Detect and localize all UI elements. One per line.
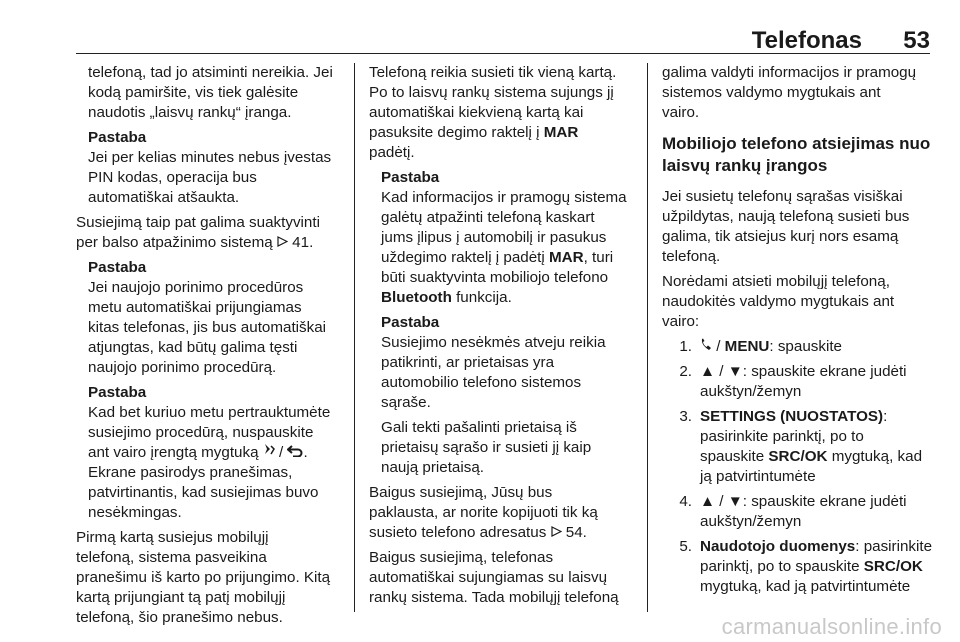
text-line: parinktį, po to spauskite: [700, 558, 860, 575]
text-line: automatiškai sujungiamas su laisvų: [369, 569, 608, 586]
text-line: kitas telefonas, jis bus automatiškai: [88, 319, 327, 336]
down-arrow-icon: ▼: [727, 363, 743, 380]
src-ok-button-label: SRC/OK: [768, 448, 828, 465]
user-data-label: Naudotojo duomenys: [700, 538, 856, 555]
text-line: automobilio telefono sistemos: [381, 374, 582, 391]
text-line: kartą prijungiant tą patį mobilųjį: [76, 589, 286, 606]
note-block: [369, 313, 645, 478]
step-1: 1. / MENU: spauskite: [662, 337, 934, 357]
paragraph: [76, 528, 348, 628]
column-divider-2: [647, 63, 648, 612]
step-2: 2. ▲ / ▼: spauskite ekrane judėti aukštyn/žemyn: [662, 362, 934, 402]
text-line: automatiškai kiekvieną kartą kai: [369, 104, 584, 121]
text-line: jums įlipus į automobilį ir pasukus: [381, 229, 607, 246]
text-line: Pirmą kartą susiejus mobilųjį: [76, 529, 269, 546]
text-line: galėtų atpažinti telefoną kaskart: [381, 209, 595, 226]
text-line: Norėdami atsieti mobilųjį telefoną,: [662, 273, 890, 290]
text-line: sistemos valdymo mygtukais ant: [662, 84, 881, 101]
text-line: būti suaktyvinta mobiliojo telefono: [381, 269, 609, 286]
note-title: Pastaba: [88, 384, 147, 401]
src-ok-button-label: SRC/OK: [863, 558, 923, 575]
text-line: patikrinti, ar prietaisas yra: [381, 354, 555, 371]
text-line: užpildytas, naują telefoną susieti bus: [662, 208, 910, 225]
page-reference-icon: [277, 233, 288, 253]
step-number: 4.: [679, 493, 692, 510]
text-line: uždegimo raktelį į padėtį: [381, 249, 545, 266]
step-4: 4. ▲ / ▼: spauskite ekrane judėti aukštyn/žemyn: [662, 492, 934, 532]
column-divider-1: [354, 63, 355, 612]
step-3: [662, 407, 934, 487]
text-line: sąraše.: [381, 394, 431, 411]
text-line: kodą pamiršite, vis tiek galėsite: [88, 84, 299, 101]
text-line: PIN kodas, operacija bus: [88, 169, 257, 186]
text-line: mygtuką, kad ją patvirtintumėte: [700, 578, 911, 595]
menu-button-label: MENU: [724, 338, 770, 355]
text-line: aukštyn/žemyn: [700, 513, 802, 530]
text-line: prietaisų sąrašo ir susieti jį kaip: [381, 439, 592, 456]
text-line: : spauskite ekrane judėti: [742, 493, 907, 510]
text-line: automatiškai atšaukta.: [88, 189, 240, 206]
text-line: telefoną.: [662, 248, 721, 265]
text-line: per balso atpažinimo sistemą: [76, 234, 273, 251]
text-line: Baigus susiejimą, telefonas: [369, 549, 554, 566]
header-rule: [76, 53, 930, 54]
note-block: [76, 128, 348, 208]
back-arrow-icon: [287, 443, 303, 463]
text-line: galima, tik atsiejus kurį nors esamą: [662, 228, 899, 245]
text-line: pranešimu iš karto po prijungimo. Kitą: [76, 569, 331, 586]
text-line: : pasirinkite: [855, 538, 933, 555]
text-line: aukštyn/žemyn: [700, 383, 802, 400]
note-block: [76, 258, 348, 378]
text-line: rankų sistema. Tada mobilųjį telefoną: [369, 589, 619, 606]
text-line: naujojo porinimo procedūrą.: [88, 359, 277, 376]
text-line: vairo.: [662, 104, 700, 121]
text-line: Gali tekti pašalinti prietaisą iš: [381, 419, 577, 436]
watermark: carmanualsonline.info: [721, 614, 942, 639]
paragraph: [76, 63, 348, 123]
note-title: Pastaba: [88, 129, 147, 146]
paragraph: [662, 272, 934, 332]
page-number: 53: [903, 27, 930, 54]
text-line: Susiejimo nesėkmės atveju reikia: [381, 334, 606, 351]
page-reference-link[interactable]: 54.: [565, 524, 587, 541]
column-3: [662, 63, 934, 597]
text-line: pasirinkite parinktį, po to: [700, 428, 864, 445]
text-line: naudokitės valdymo mygtukais ant: [662, 293, 895, 310]
note-block: [369, 168, 645, 308]
text-line: ją patvirtintumėte: [700, 468, 816, 485]
up-arrow-icon: ▲: [700, 363, 716, 380]
text-line: : spauskite: [769, 338, 842, 355]
note-block: Pastaba Kad bet kuriuo metu pertrauktumėte susiejimo procedūrą, nuspauskite ant vairo įrengtą mygtuką / . Ekrane pasirodys pranešimas, patvirtinantis, kad susiejimas buvo nesėkmingas.: [76, 383, 348, 523]
text-line: padėtį.: [369, 144, 415, 161]
paragraph: [369, 483, 645, 543]
text-line: :: [883, 408, 888, 425]
text-line: vairo:: [662, 313, 700, 330]
up-arrow-icon: ▲: [700, 493, 716, 510]
text-line: Kad informacijos ir pramogų sistema: [381, 189, 627, 206]
text-line: pasuksite degimo raktelį į: [369, 124, 540, 141]
step-number: 2.: [679, 363, 692, 380]
page-header: [76, 24, 930, 56]
text-line: atjungtas, kad būtų galima tęsti: [88, 339, 298, 356]
text-line: Ekrane pasirodys pranešimas,: [88, 464, 293, 481]
page-title: Telefonas: [751, 27, 862, 54]
page-reference-icon: [551, 523, 562, 543]
text-line: Jei susietų telefonų sąrašas visiškai: [662, 188, 903, 205]
paragraph: [76, 213, 348, 253]
step-5: [662, 537, 934, 597]
step-number: 5.: [679, 538, 692, 555]
paragraph: [662, 63, 934, 123]
text-line: telefoną, šio pranešimo nebus.: [76, 609, 283, 626]
note-title: Pastaba: [381, 314, 440, 331]
section-heading: [662, 133, 934, 177]
text-line: patvirtinantis, kad susiejimas buvo: [88, 484, 319, 501]
note-title: Pastaba: [381, 169, 440, 186]
text-line: Jei per kelias minutes nebus įvestas: [88, 149, 332, 166]
step-number: 1.: [679, 338, 692, 355]
text-line: naudotis „laisvų rankų“ įranga.: [88, 104, 292, 121]
voice-command-icon: [263, 443, 275, 463]
bluetooth-label: Bluetooth: [381, 289, 452, 306]
paragraph: [369, 548, 645, 608]
text-line: telefoną, sistema pasveikina: [76, 549, 267, 566]
text-line: Kad bet kuriuo metu pertrauktumėte: [88, 404, 331, 421]
heading-line: laisvų rankų įrangos: [662, 156, 828, 175]
settings-label: SETTINGS (NUOSTATOS): [700, 408, 884, 425]
text-line: naują prietaisą.: [381, 459, 485, 476]
heading-line: Mobiliojo telefono atsiejimas nuo: [662, 134, 931, 153]
text-line: nesėkmingas.: [88, 504, 182, 521]
ignition-position-label: MAR: [549, 249, 584, 266]
down-arrow-icon: ▼: [727, 493, 743, 510]
text-line: mygtuką, kad: [827, 448, 923, 465]
text-line: Baigus susiejimą, Jūsų bus: [369, 484, 553, 501]
text-line: Jei naujojo porinimo procedūros: [88, 279, 304, 296]
text-line: Telefoną reikia susieti tik vieną kartą.: [369, 64, 617, 81]
text-line: susiejimo procedūrą, nuspauskite: [88, 424, 314, 441]
text-line: ant vairo įrengtą mygtuką: [88, 444, 259, 461]
column-1: [76, 63, 348, 628]
text-line: galima valdyti informacijos ir pramogų: [662, 64, 917, 81]
text-line: , turi: [583, 249, 614, 266]
text-line: : spauskite ekrane judėti: [742, 363, 907, 380]
note-title: Pastaba: [88, 259, 147, 276]
ignition-position-label: MAR: [543, 124, 579, 141]
text-line: spauskite: [700, 448, 765, 465]
paragraph: [369, 63, 645, 163]
text-line: funkcija.: [451, 289, 512, 306]
step-number: 3.: [679, 408, 692, 425]
page-reference-link[interactable]: 41.: [292, 234, 314, 251]
paragraph: [662, 187, 934, 267]
phone-call-icon: [700, 337, 712, 357]
text-line: metu automatiškai prijungiamas: [88, 299, 302, 316]
column-2: [369, 63, 645, 608]
text-line: telefoną, tad jo atsiminti nereikia. Jei: [88, 64, 333, 81]
text-line: paklausta, ar norite kopijuoti tik ką: [369, 504, 598, 521]
text-line: Po to laisvų rankų sistema sujungs jį: [369, 84, 614, 101]
text-line: susieto telefono adresatus: [369, 524, 547, 541]
text-line: Susiejimą taip pat galima suaktyvinti: [76, 214, 320, 231]
